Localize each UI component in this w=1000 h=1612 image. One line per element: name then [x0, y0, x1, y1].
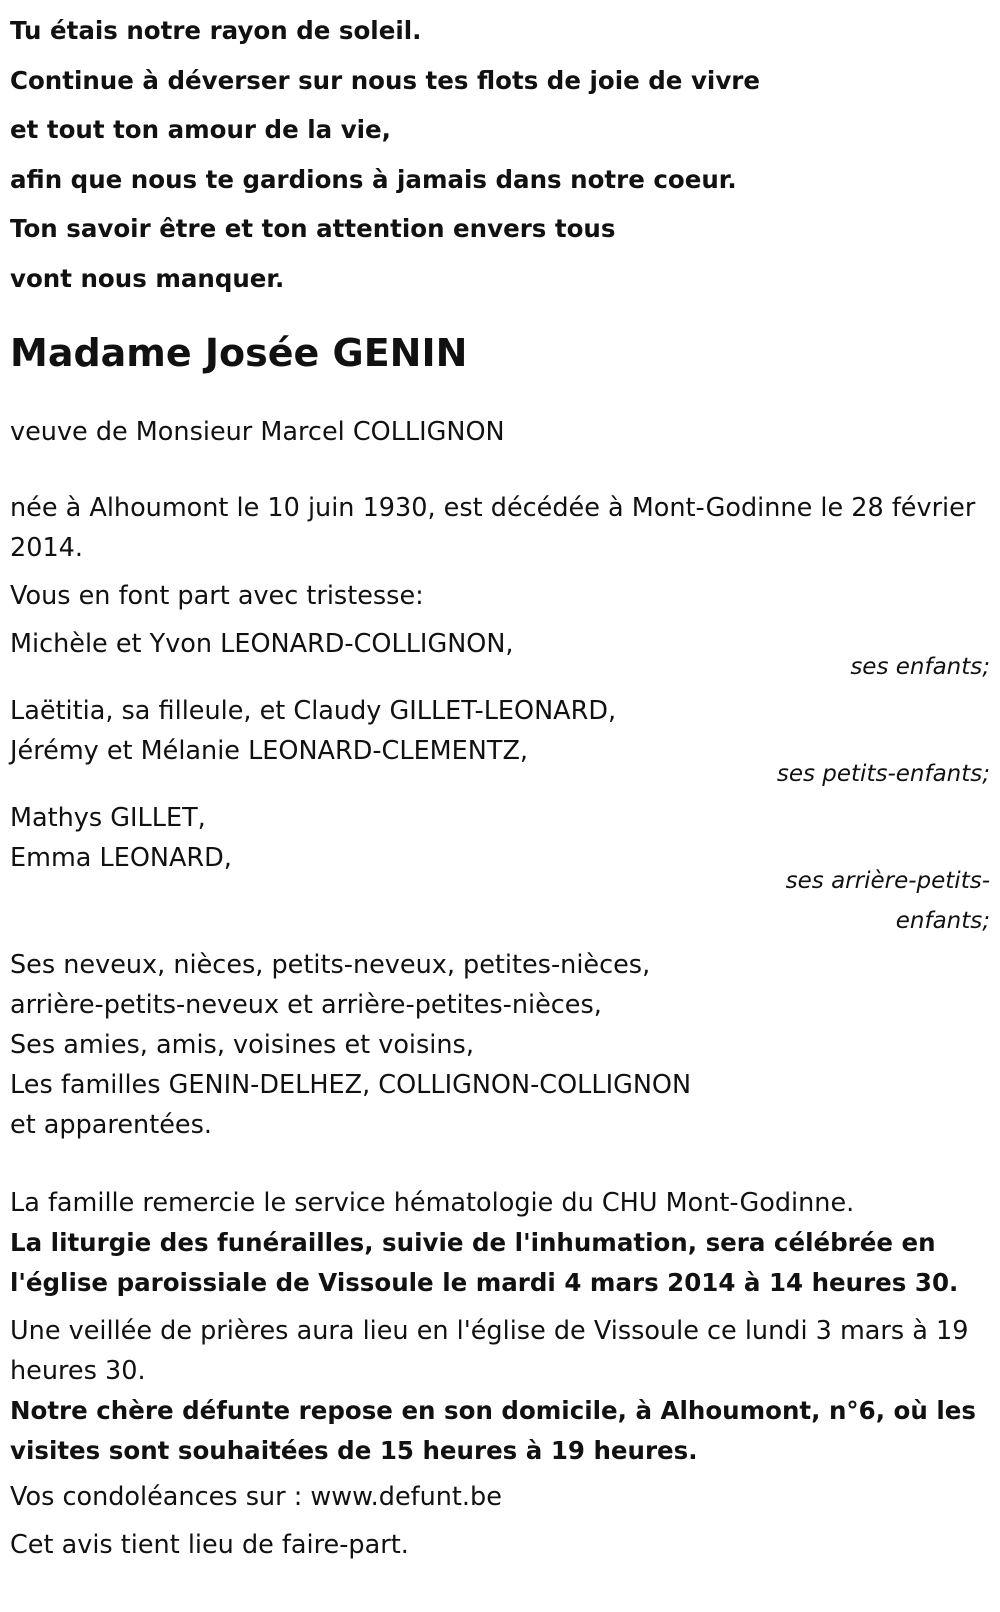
announcement-intro: Vous en font part avec tristesse: — [10, 580, 424, 611]
poem-line: vont nous manquer. — [10, 263, 285, 293]
notice-text: Cet avis tient lieu de faire-part. — [10, 1529, 409, 1560]
visits-info: Notre chère défunte repose en son domicile, à Alhoumont, n°6, où les visites sont souhaitées de 15 heures à 19 heures. — [10, 1395, 976, 1465]
vigil-info: Une veillée de prières aura lieu en l'église de Vissoule ce lundi 3 mars à 19 heures 30. — [10, 1315, 969, 1386]
family-member: Emma LEONARD, — [10, 842, 232, 873]
extended-family — [10, 945, 990, 1145]
family-member: Michèle et Yvon LEONARD-COLLIGNON, — [10, 628, 514, 659]
family-member: Mathys GILLET, — [10, 802, 206, 833]
deceased-name: Madame Josée GENIN — [10, 330, 468, 375]
family-line: Les familles GENIN-DELHEZ, COLLIGNON-COLLIGNON — [10, 1069, 692, 1100]
family-line: Ses amies, amis, voisines et voisins, — [10, 1029, 474, 1060]
funeral-info: La liturgie des funérailles, suivie de l'inhumation, sera célébrée en l'église paroissiale de Vissoule le mardi 4 mars 2014 à 14 heures 30. — [10, 1227, 959, 1297]
poem-line: afin que nous te gardions à jamais dans notre coeur. — [10, 164, 737, 194]
grandchildren-role: ses petits-enfants; — [776, 760, 990, 787]
family-line: arrière-petits-neveux et arrière-petites-nièces, — [10, 989, 602, 1020]
family-line: Ses neveux, nièces, petits-neveux, petites-nièces, — [10, 949, 651, 980]
condolences-info: Vos condoléances sur : www.defunt.be — [10, 1481, 502, 1512]
family-line: et apparentées. — [10, 1109, 212, 1140]
poem-line: et tout ton amour de la vie, — [10, 115, 391, 145]
thanks-text: La famille remercie le service hématologie du CHU Mont-Godinne. — [10, 1187, 855, 1218]
poem — [10, 0, 990, 304]
birth-death: née à Alhoumont le 10 juin 1930, est décédée à Mont-Godinne le 28 février 2014. — [10, 492, 976, 563]
poem-line: Continue à déverser sur nous tes flots de joie de vivre — [10, 65, 760, 95]
children-role: ses enfants; — [850, 653, 990, 680]
poem-line: Tu étais notre rayon de soleil. — [10, 16, 422, 45]
poem-line: Ton savoir être et ton attention envers tous — [10, 214, 616, 244]
family-member: Jérémy et Mélanie LEONARD-CLEMENTZ, — [10, 735, 529, 766]
great-grandchildren-role: ses arrière-petits-enfants; — [785, 867, 990, 934]
family-member: Laëtitia, sa filleule, et Claudy GILLET-LEONARD, — [10, 695, 617, 726]
widow-of: veuve de Monsieur Marcel COLLIGNON — [10, 416, 505, 447]
